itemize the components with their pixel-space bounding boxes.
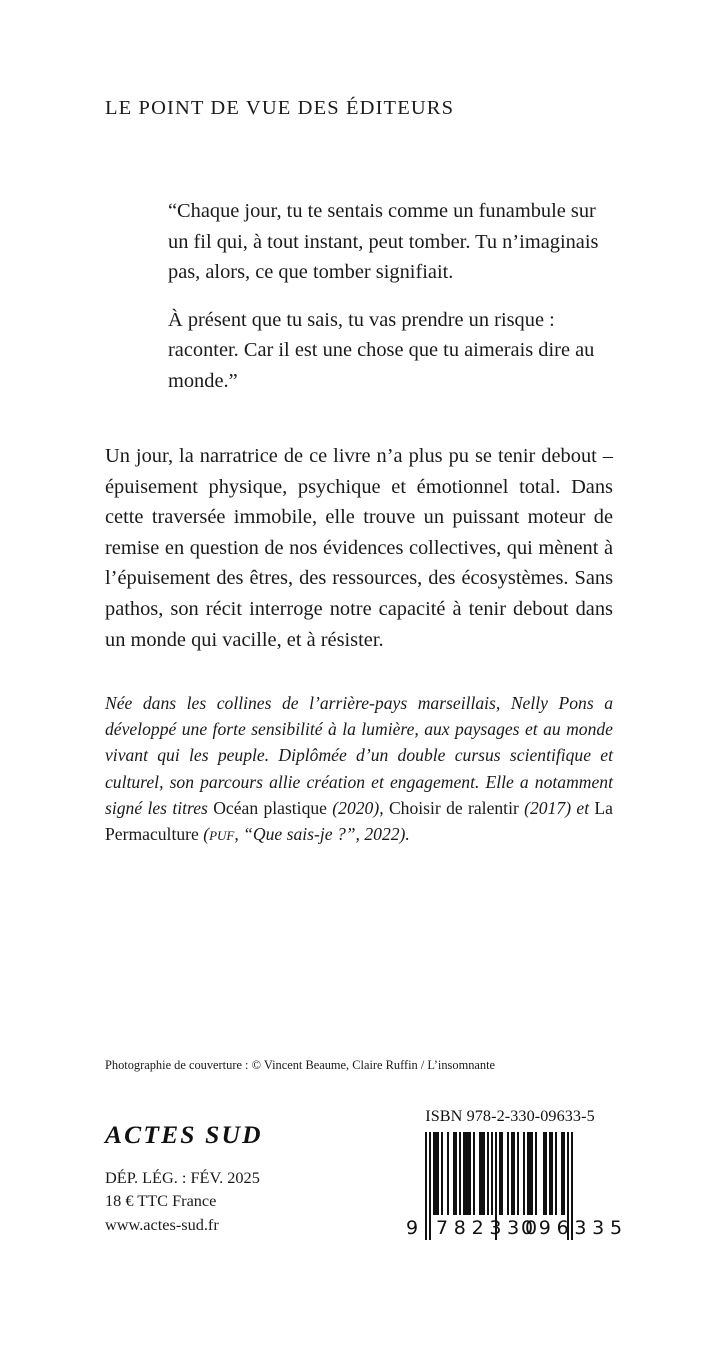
book-description: Un jour, la narratrice de ce livre n’a plus pu se tenir debout – épuisement physique, psychique et émotionnel total. Dans cette traversée immobile, elle trouve un puissant moteur de remise en question de nos évidences collectives, qui mènent à l’épuisement des êtres, des ressources, des écosystèmes. Sans pathos, son récit interroge notre capacité à tenir debout dans un monde qui vacille, et à résister. — [105, 445, 613, 651]
cover-photo-credit: Photographie de couverture : © Vincent Beaume, Claire Ruffin / L’insomnante — [105, 1058, 496, 1072]
legal-deposit-line: DÉP. LÉG. : FÉV. 2025 — [105, 1167, 260, 1187]
publisher-details — [105, 1166, 365, 1237]
publisher-website[interactable]: www.actes-sud.fr — [105, 1214, 219, 1234]
ean13-barcode — [404, 1132, 628, 1240]
barcode-digits — [404, 1215, 628, 1240]
book-title-choisir-de-ralentir: Choisir de ralentir — [388, 797, 519, 818]
author-biography — [105, 690, 613, 847]
ean-left-group: 782330 — [436, 1216, 543, 1239]
bio-connector: et — [576, 797, 595, 818]
book-year-1: (2020), — [326, 797, 389, 818]
isbn-number: ISBN 978-2-330-09633-5 — [425, 1107, 595, 1125]
page-title: LE POINT DE VUE DES ÉDITEURS — [105, 97, 455, 119]
price-line: 18 € TTC France — [105, 1191, 217, 1210]
pull-quote — [168, 196, 616, 396]
bio-paren-open: ( — [198, 824, 210, 845]
pull-quote-paragraph: “Chaque jour, tu te sentais comme un funambule sur un fil qui, à tout instant, peut tomber. Tu n’imaginais pas, alors, ce que tomber signifiait. — [168, 200, 599, 283]
book-title-ocean-plastique: Océan plastique — [213, 797, 327, 818]
book-title-la-permaculture: La Permaculture — [105, 797, 613, 845]
ean-right-group: 096335 — [521, 1216, 628, 1239]
publisher-block — [105, 1122, 365, 1236]
bio-paren-rest: , “Que sais-je ?”, 2022). — [234, 824, 410, 845]
actes-sud-logo: ACTES SUD — [105, 1120, 263, 1149]
bio-lead-text: Née dans les collines de l’arrière-pays marseillais, Nelly Pons a développé une forte sensibilité à la lumière, aux paysages et au monde vivant qui les peuple. Diplômée d’un double cursus scientifique et culturel, son parcours allie création et engagement. Elle a notamment signé les titres — [105, 693, 613, 818]
book-year-2: (2017) — [518, 797, 577, 818]
publisher-abbreviation-puf: puf — [209, 824, 235, 845]
ean-lead-digit: 9 — [406, 1216, 419, 1239]
isbn-barcode-block — [404, 1106, 628, 1240]
barcode-bar — [463, 1132, 471, 1215]
pull-quote-paragraph: À présent que tu sais, tu vas prendre un risque : raconter. Car il est une chose que tu aimerais dire au monde.” — [168, 308, 595, 392]
